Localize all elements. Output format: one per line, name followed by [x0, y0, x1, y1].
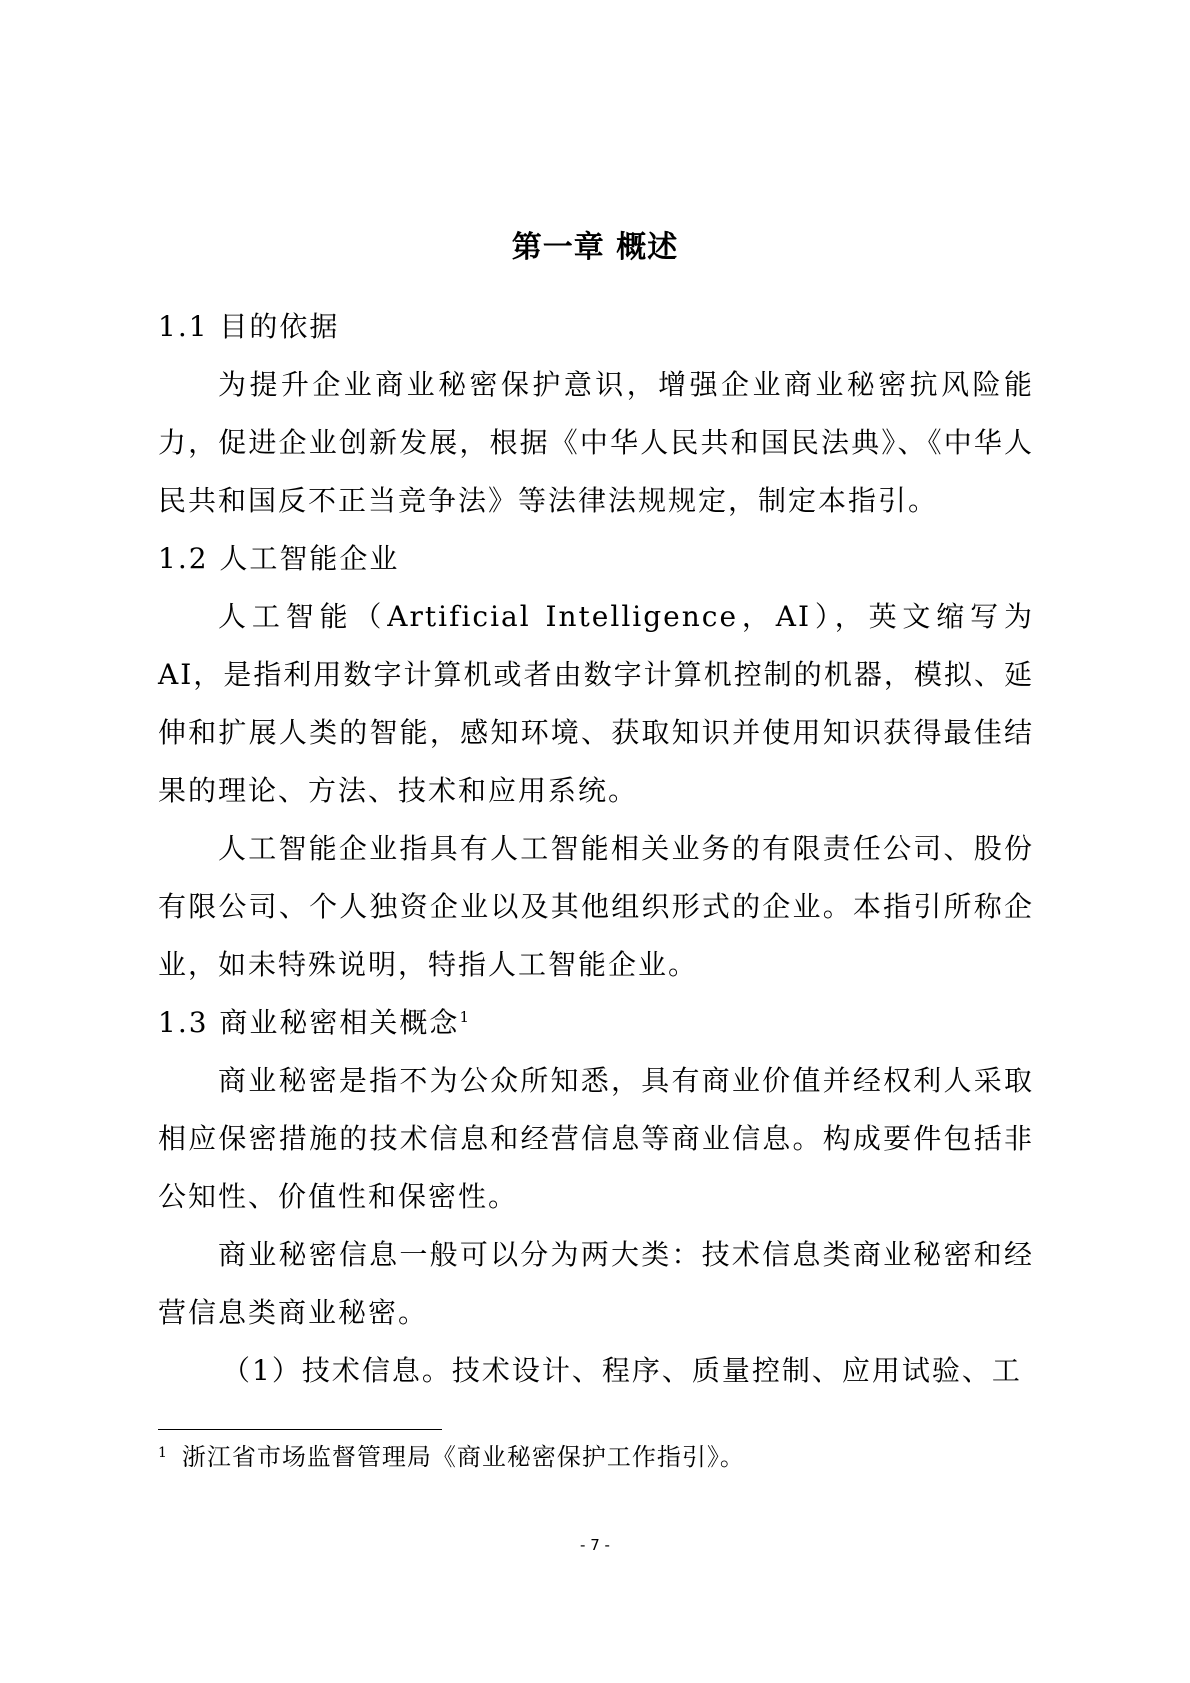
body-text	[158, 298, 1034, 1400]
footnote-marker: 1	[158, 1445, 168, 1461]
section-heading-1-3-text: 1.3 商业秘密相关概念	[158, 1006, 460, 1039]
chapter-title: 第一章 概述	[511, 230, 679, 265]
footnote-text: 浙江省市场监督管理局《商业秘密保护工作指引》。	[181, 1443, 745, 1471]
paragraph: 商业秘密是指不为公众所知悉，具有商业价值并经权利人采取相应保密措施的技术信息和经营信息等商业信息。构成要件包括非公知性、价值性和保密性。	[158, 1064, 1034, 1213]
paragraph: 为提升企业商业秘密保护意识，增强企业商业秘密抗风险能力，促进企业创新发展，根据《中华人民共和国民法典》、《中华人民共和国反不正当竞争法》等法律法规规定，制定本指引。	[158, 368, 1034, 517]
section-heading-1-3	[158, 994, 1034, 1052]
section-heading-1-2: 1.2 人工智能企业	[158, 542, 400, 575]
paragraph: 人工智能（Artificial Intelligence，AI），英文缩写为 AI，是指利用数字计算机或者由数字计算机控制的机器，模拟、延伸和扩展人类的智能，感知环境、获取知识并使用知识获得最佳结果的理论、方法、技术和应用系统。	[158, 600, 1034, 807]
page-number: - 7 -	[580, 1536, 610, 1554]
paragraph: 人工智能企业指具有人工智能相关业务的有限责任公司、股份有限公司、个人独资企业以及其他组织形式的企业。本指引所称企业，如未特殊说明，特指人工智能企业。	[158, 832, 1034, 981]
footnote	[158, 1441, 745, 1477]
footnote-divider	[158, 1429, 442, 1430]
paragraph: 商业秘密信息一般可以分为两大类：技术信息类商业秘密和经营信息类商业秘密。	[158, 1238, 1034, 1329]
footnote-reference[interactable]: 1	[459, 1008, 471, 1026]
paragraph: （1）技术信息。技术设计、程序、质量控制、应用试验、工	[222, 1354, 1022, 1387]
section-heading-1-1: 1.1 目的依据	[158, 310, 340, 343]
